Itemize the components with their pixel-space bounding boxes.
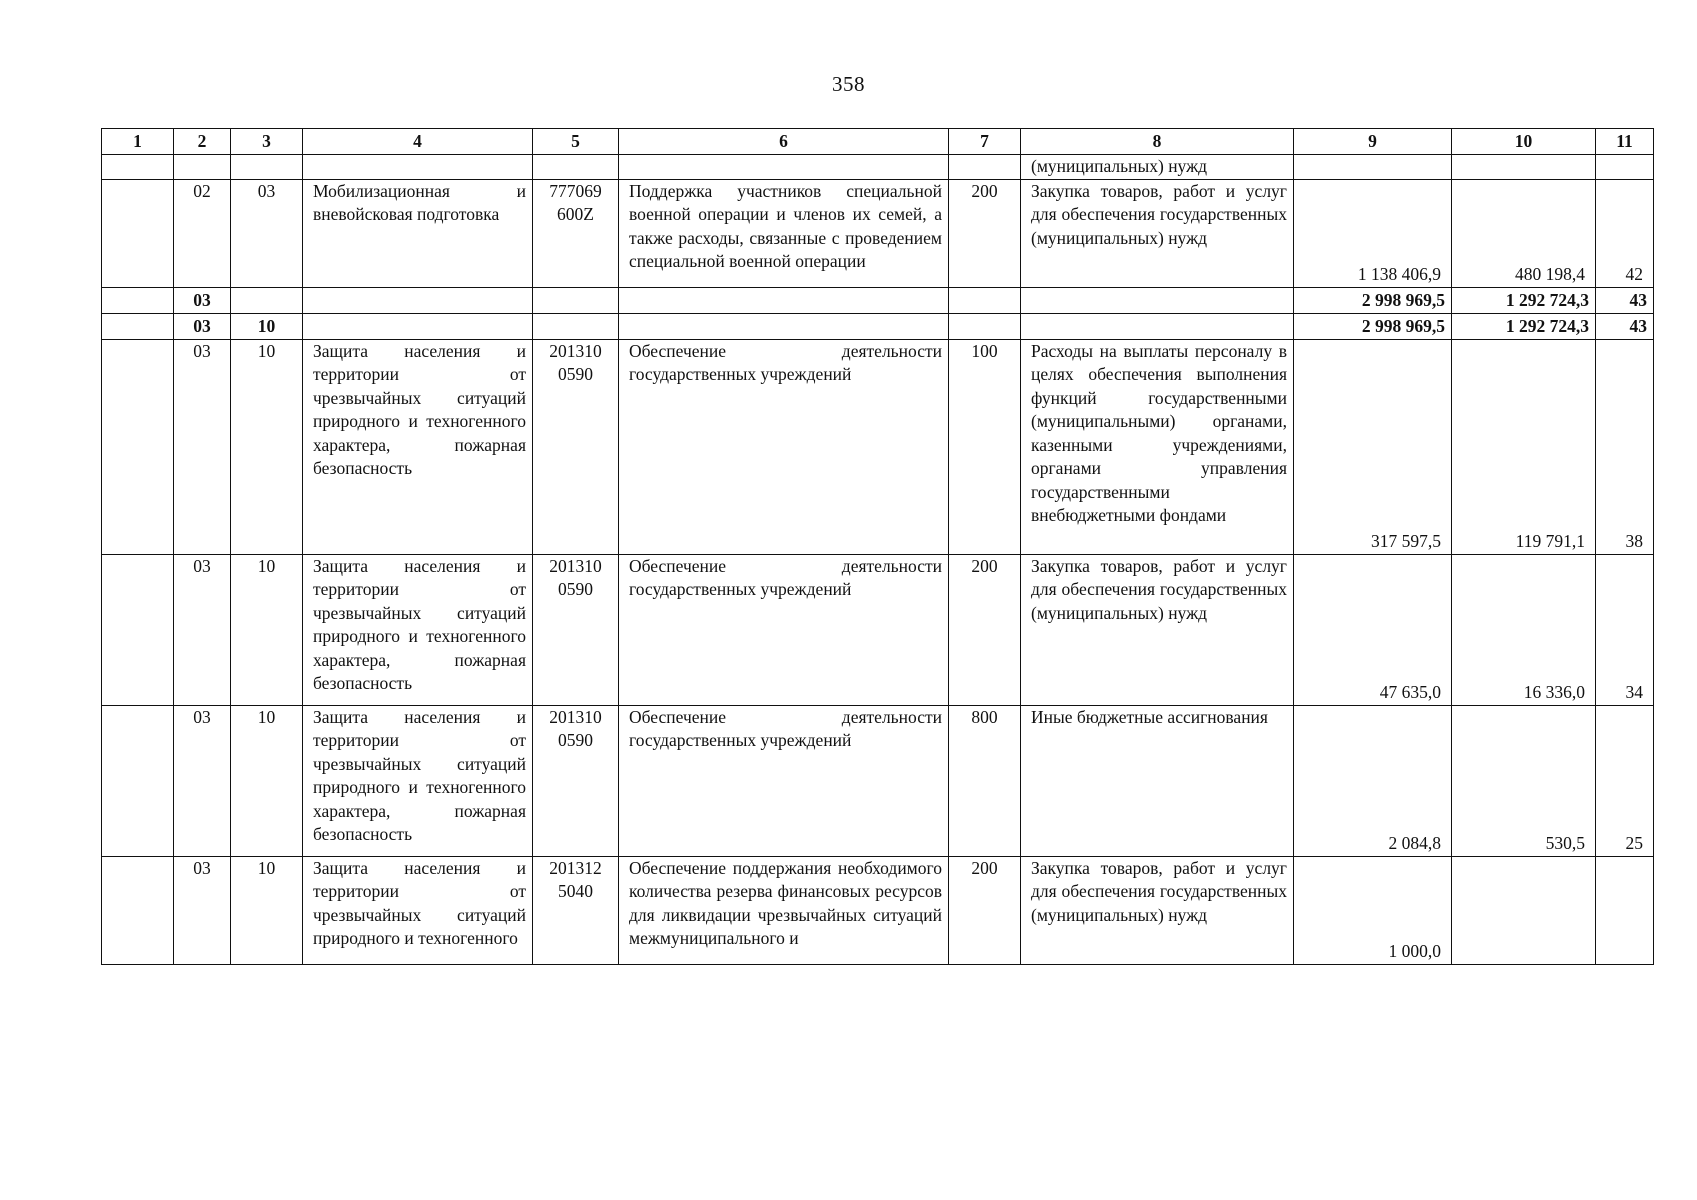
amount-fact: 480 198,4 — [1452, 179, 1596, 287]
amount-plan: 317 597,5 — [1294, 339, 1452, 554]
program-name: Обеспечение поддержания необходимого количества резерва финансовых ресурсов для ликвидации чрезвычайных ситуаций межмуниципального и — [619, 856, 949, 964]
cont-cell-10 — [1452, 155, 1596, 180]
header-cell-7: 7 — [949, 129, 1021, 155]
expense-type-code: 800 — [949, 705, 1021, 856]
cont-cell-5 — [533, 155, 619, 180]
program-code — [533, 313, 619, 339]
subsection-code: 10 — [231, 856, 303, 964]
section-name — [303, 287, 533, 313]
amount-plan: 47 635,0 — [1294, 554, 1452, 705]
amount-plan: 1 000,0 — [1294, 856, 1452, 964]
amount-fact: 1 292 724,3 — [1452, 313, 1596, 339]
percent-done: 25 — [1596, 705, 1654, 856]
cont-cell-3 — [231, 155, 303, 180]
amount-fact: 1 292 724,3 — [1452, 287, 1596, 313]
table-body — [102, 129, 1654, 965]
subsection-code: 10 — [231, 705, 303, 856]
cont-cell-8: (муниципальных) нужд — [1021, 155, 1294, 180]
cont-cell-4 — [303, 155, 533, 180]
cell-col-1 — [102, 179, 174, 287]
header-cell-9: 9 — [1294, 129, 1452, 155]
section-code: 03 — [174, 856, 231, 964]
header-cell-4: 4 — [303, 129, 533, 155]
percent-done: 34 — [1596, 554, 1654, 705]
header-row — [102, 129, 1654, 155]
cell-col-1 — [102, 287, 174, 313]
expense-type-name — [1021, 313, 1294, 339]
program-code: 777069 600Z — [533, 179, 619, 287]
header-cell-1: 1 — [102, 129, 174, 155]
program-name: Поддержка участников специальной военной операции и членов их семей, а также расходы, связанные с проведением специальной военной операции — [619, 179, 949, 287]
section-name — [303, 313, 533, 339]
program-code: 201310 0590 — [533, 554, 619, 705]
amount-fact — [1452, 856, 1596, 964]
program-name: Обеспечение деятельности государственных учреждений — [619, 705, 949, 856]
continuation-row — [102, 155, 1654, 180]
program-name — [619, 313, 949, 339]
section-code: 02 — [174, 179, 231, 287]
program-code: 201310 0590 — [533, 705, 619, 856]
table-row — [102, 554, 1654, 705]
percent-done — [1596, 856, 1654, 964]
section-name: Защита населения и территории от чрезвычайных ситуаций природного и техногенного — [303, 856, 533, 964]
cont-cell-11 — [1596, 155, 1654, 180]
cell-col-1 — [102, 705, 174, 856]
section-name: Защита населения и территории от чрезвычайных ситуаций природного и техногенного характера, пожарная безопасность — [303, 554, 533, 705]
section-code: 03 — [174, 705, 231, 856]
program-code: 201310 0590 — [533, 339, 619, 554]
table-row — [102, 856, 1654, 964]
cont-cell-2 — [174, 155, 231, 180]
expense-type-code — [949, 287, 1021, 313]
cont-cell-1 — [102, 155, 174, 180]
subsection-code: 10 — [231, 554, 303, 705]
program-code: 201312 5040 — [533, 856, 619, 964]
expense-type-code: 200 — [949, 554, 1021, 705]
header-cell-10: 10 — [1452, 129, 1596, 155]
subtotal-row — [102, 313, 1654, 339]
table-row — [102, 339, 1654, 554]
expense-type-name: Иные бюджетные ассигнования — [1021, 705, 1294, 856]
amount-plan: 2 084,8 — [1294, 705, 1452, 856]
percent-done: 43 — [1596, 313, 1654, 339]
expense-type-code: 100 — [949, 339, 1021, 554]
subsection-code — [231, 287, 303, 313]
section-code: 03 — [174, 339, 231, 554]
program-name — [619, 287, 949, 313]
percent-done: 42 — [1596, 179, 1654, 287]
amount-plan: 1 138 406,9 — [1294, 179, 1452, 287]
amount-fact: 16 336,0 — [1452, 554, 1596, 705]
section-code: 03 — [174, 554, 231, 705]
subsection-code: 03 — [231, 179, 303, 287]
header-cell-6: 6 — [619, 129, 949, 155]
expense-type-name — [1021, 287, 1294, 313]
header-cell-2: 2 — [174, 129, 231, 155]
subsection-code: 10 — [231, 339, 303, 554]
section-code: 03 — [174, 287, 231, 313]
cont-cell-9 — [1294, 155, 1452, 180]
header-cell-3: 3 — [231, 129, 303, 155]
program-name: Обеспечение деятельности государственных учреждений — [619, 339, 949, 554]
header-cell-8: 8 — [1021, 129, 1294, 155]
percent-done: 43 — [1596, 287, 1654, 313]
expense-type-code: 200 — [949, 179, 1021, 287]
amount-fact: 530,5 — [1452, 705, 1596, 856]
cell-col-1 — [102, 856, 174, 964]
table-row — [102, 179, 1654, 287]
cell-col-1 — [102, 339, 174, 554]
expense-type-code — [949, 313, 1021, 339]
cell-col-1 — [102, 554, 174, 705]
program-code — [533, 287, 619, 313]
table-row — [102, 705, 1654, 856]
section-code: 03 — [174, 313, 231, 339]
page-number: 358 — [832, 72, 865, 96]
program-name: Обеспечение деятельности государственных учреждений — [619, 554, 949, 705]
expense-type-code: 200 — [949, 856, 1021, 964]
expense-type-name: Закупка товаров, работ и услуг для обеспечения государственных (муниципальных) нужд — [1021, 179, 1294, 287]
header-cell-11: 11 — [1596, 129, 1654, 155]
section-name: Защита населения и территории от чрезвычайных ситуаций природного и техногенного характера, пожарная безопасность — [303, 705, 533, 856]
amount-plan: 2 998 969,5 — [1294, 313, 1452, 339]
cont-cell-6 — [619, 155, 949, 180]
budget-table — [101, 128, 1654, 965]
cell-col-1 — [102, 313, 174, 339]
subtotal-row — [102, 287, 1654, 313]
cont-cell-7 — [949, 155, 1021, 180]
expense-type-name: Закупка товаров, работ и услуг для обеспечения государственных (муниципальных) нужд — [1021, 554, 1294, 705]
expense-type-name: Закупка товаров, работ и услуг для обеспечения государственных (муниципальных) нужд — [1021, 856, 1294, 964]
section-name: Мобилизационная и вневойсковая подготовка — [303, 179, 533, 287]
percent-done: 38 — [1596, 339, 1654, 554]
subsection-code: 10 — [231, 313, 303, 339]
amount-plan: 2 998 969,5 — [1294, 287, 1452, 313]
section-name: Защита населения и территории от чрезвычайных ситуаций природного и техногенного характера, пожарная безопасность — [303, 339, 533, 554]
expense-type-name: Расходы на выплаты персоналу в целях обеспечения выполнения функций государственными (муниципальными) органами, казенными учреждениями, органами управления государственными внебюджетными фондами — [1021, 339, 1294, 554]
header-cell-5: 5 — [533, 129, 619, 155]
amount-fact: 119 791,1 — [1452, 339, 1596, 554]
